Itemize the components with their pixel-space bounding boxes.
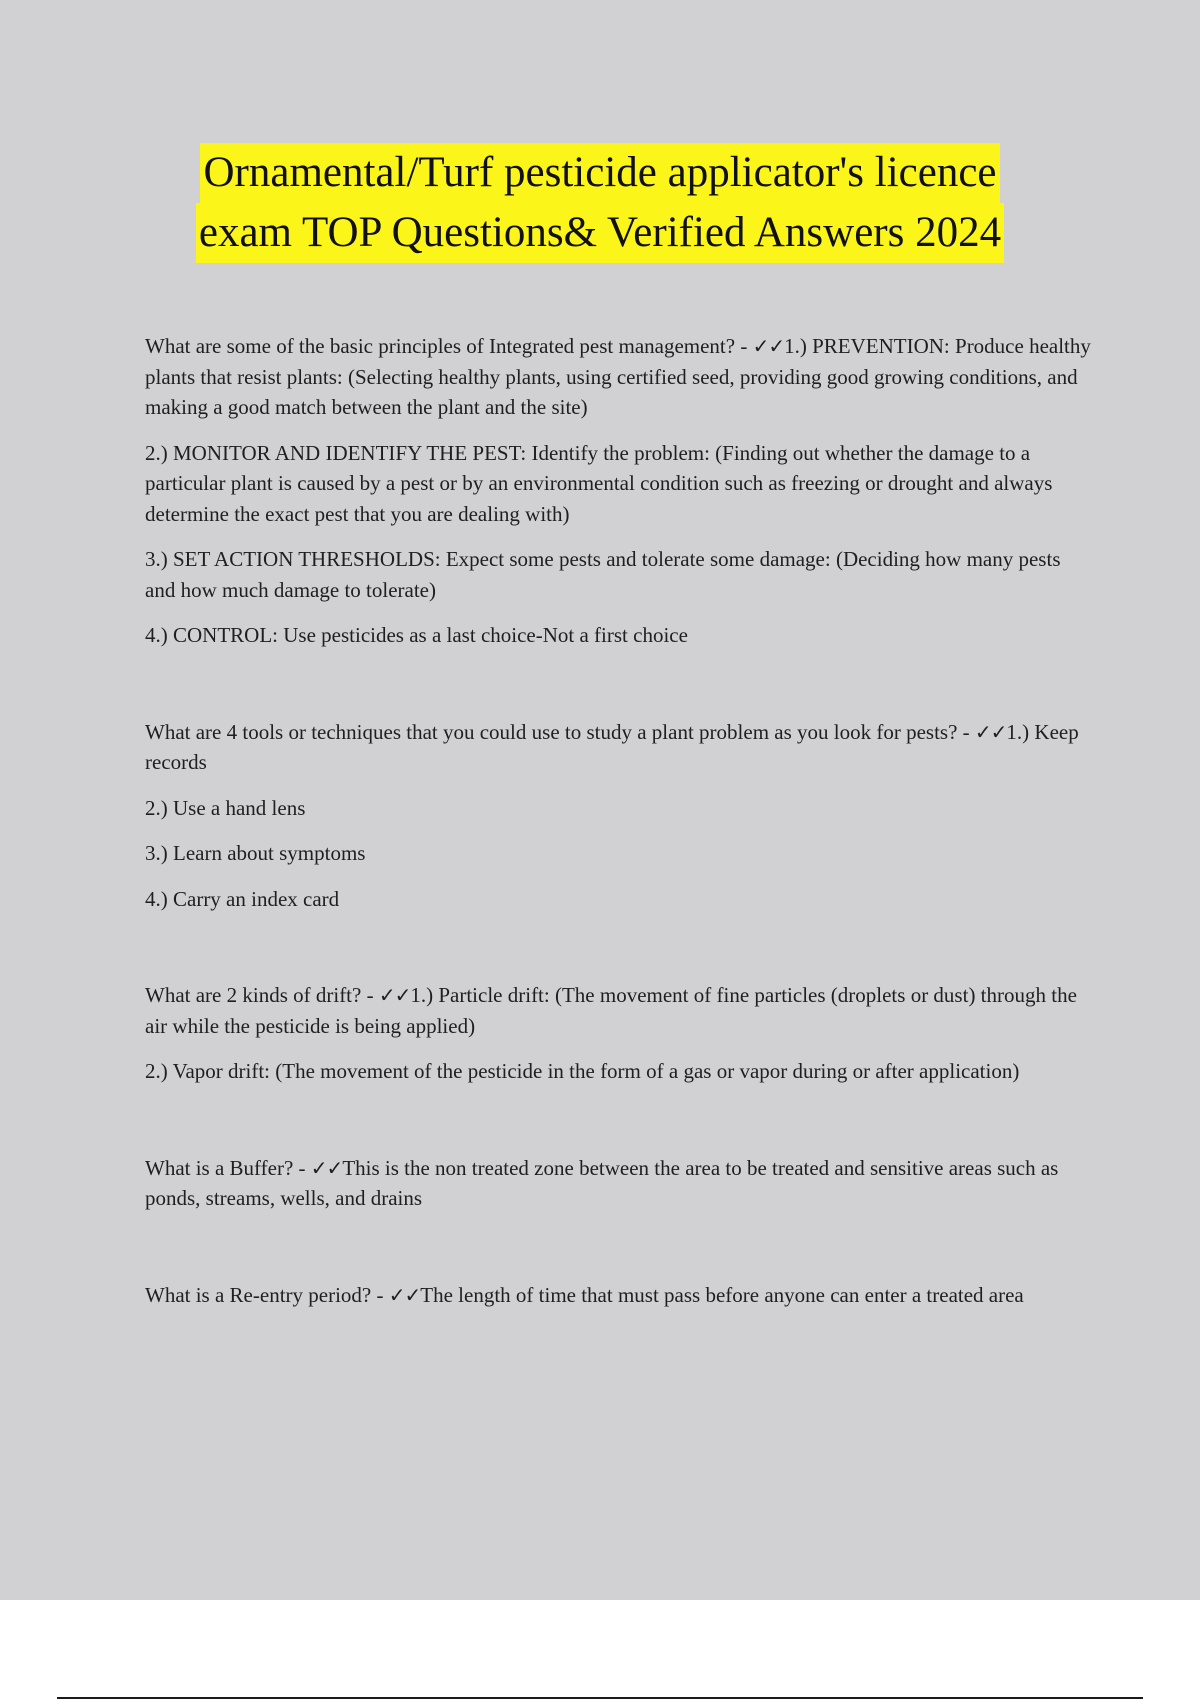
title-line-2: exam TOP Questions& Verified Answers 2024 [196, 203, 1004, 263]
answer-text: 1.) Particle drift: (The movement of fine particles (droplets or dust) through the air while the pesticide is being applied) [145, 983, 1077, 1038]
answer-text: 1.) Keep records [145, 719, 1079, 774]
answer-paragraph: 2.) Vapor drift: (The movement of the pesticide in the form of a gas or vapor during or after application) [145, 1059, 1020, 1083]
answer-paragraph: 4.) CONTROL: Use pesticides as a last choice-Not a first choice [145, 623, 688, 647]
double-check-icon: ✓✓ [974, 719, 1007, 744]
double-check-icon: ✓✓ [752, 334, 785, 358]
qa-item [145, 331, 1095, 651]
qa-first-paragraph [145, 1280, 1095, 1311]
qa-first-paragraph [145, 980, 1095, 1041]
qa-item [145, 717, 1095, 915]
answer-paragraph: 2.) MONITOR AND IDENTIFY THE PEST: Identify the problem: (Finding out whether the damage to a particular plant is caused by a pest or by an environmental condition such as freezing or drought and always determine the exact pest that you are dealing with) [145, 440, 1053, 526]
qa-item [145, 1280, 1095, 1311]
answer-paragraph: 3.) Learn about symptoms [145, 841, 366, 865]
question-text: What is a Buffer? - [145, 1155, 311, 1180]
qa-item [145, 980, 1095, 1087]
answer-text: This is the non treated zone between the area to be treated and sensitive areas such as ponds, streams, wells, and drains [145, 1155, 1059, 1210]
question-text: What are 4 tools or techniques that you could use to study a plant problem as you look for pests? - [145, 719, 975, 744]
double-check-icon: ✓✓ [378, 983, 411, 1007]
answer-text: 1.) PREVENTION: Produce healthy plants that resist plants: (Selecting healthy plants, using certified seed, providing good growing conditions, and making a good match between the plant and the site) [145, 334, 1091, 419]
qa-first-paragraph [145, 331, 1095, 423]
answer-paragraph: 3.) SET ACTION THRESHOLDS: Expect some pests and tolerate some damage: (Deciding how many pests and how much damage to tolerate) [145, 547, 1061, 602]
answer-text: The length of time that must pass before anyone can enter a treated area [420, 1282, 1024, 1307]
footer-divider [57, 1697, 1143, 1699]
document-title [0, 143, 1200, 263]
question-text: What are 2 kinds of drift? - [145, 983, 379, 1007]
double-check-icon: ✓✓ [310, 1155, 343, 1180]
answer-paragraph: 4.) Carry an index card [145, 886, 340, 911]
question-text: What are some of the basic principles of Integrated pest management? - [145, 334, 753, 358]
answer-paragraph: 2.) Use a hand lens [145, 795, 306, 820]
qa-list [145, 331, 1095, 1376]
title-line-1: Ornamental/Turf pesticide applicator's licence [200, 143, 999, 203]
qa-item [145, 1153, 1095, 1214]
double-check-icon: ✓✓ [388, 1282, 421, 1307]
qa-first-paragraph [145, 717, 1095, 778]
question-text: What is a Re-entry period? - [145, 1282, 389, 1307]
qa-first-paragraph [145, 1153, 1095, 1214]
